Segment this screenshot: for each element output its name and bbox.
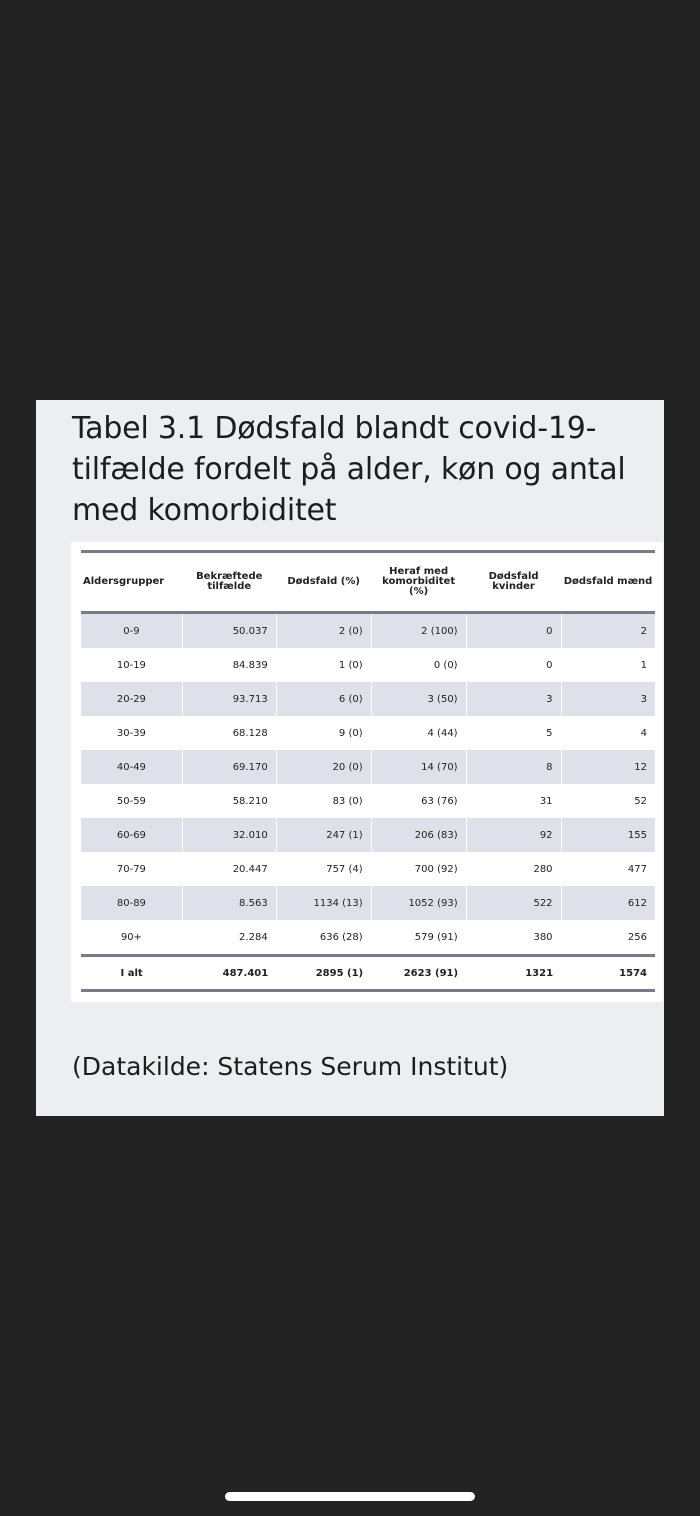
total-cell: 2895 (1) bbox=[276, 956, 371, 991]
table-cell: 52 bbox=[634, 795, 647, 807]
home-indicator[interactable] bbox=[225, 1492, 475, 1501]
table-row bbox=[81, 818, 655, 852]
table-row bbox=[81, 716, 655, 750]
table-cell: 30-39 bbox=[81, 716, 182, 750]
table-cell: 700 (92) bbox=[371, 852, 466, 886]
table-cell: 92 bbox=[466, 818, 561, 852]
table-cell: 1 (0) bbox=[276, 648, 371, 682]
column-header-deaths: Dødsfald (%) bbox=[276, 552, 371, 613]
table-cell: 90+ bbox=[81, 920, 182, 956]
table-cell: 2 (0) bbox=[276, 613, 371, 649]
table-cell: 256 bbox=[627, 931, 647, 943]
table-cell: 20.447 bbox=[182, 852, 276, 886]
table-cell: 2 bbox=[561, 613, 655, 649]
table-cell: 31 bbox=[466, 784, 561, 818]
table-row bbox=[81, 784, 655, 818]
table-cell: 0 bbox=[466, 648, 561, 682]
table-cell: 155 bbox=[561, 818, 655, 852]
table-cell: 63 (76) bbox=[371, 784, 466, 818]
table-cell: 14 (70) bbox=[371, 750, 466, 784]
table-cell: 83 (0) bbox=[276, 784, 371, 818]
total-cell: 2623 (91) bbox=[371, 956, 466, 991]
column-header-deaths-women: Dødsfald kvinder bbox=[466, 552, 561, 613]
total-cell: I alt bbox=[81, 956, 182, 991]
table-cell: 3 bbox=[466, 682, 561, 716]
table-cell: 1134 (13) bbox=[276, 886, 371, 920]
table-cell: 20-29 bbox=[81, 682, 182, 716]
table-cell: 60-69 bbox=[81, 818, 182, 852]
table-cell: 757 (4) bbox=[276, 852, 371, 886]
table-row bbox=[81, 648, 655, 682]
table-title: Tabel 3.1 Dødsfald blandt covid-19-tilfælde fordelt på alder, køn og antal med komorbiditet bbox=[72, 411, 626, 528]
table-cell: 50.037 bbox=[182, 613, 276, 649]
table-cell: 477 bbox=[627, 863, 647, 875]
table-cell: 8 bbox=[466, 750, 561, 784]
table-cell: 0 (0) bbox=[371, 648, 466, 682]
table-cell: 6 (0) bbox=[276, 682, 371, 716]
total-cell: 1574 bbox=[561, 956, 655, 991]
table-cell: 50-59 bbox=[81, 784, 182, 818]
table-cell: 2 (100) bbox=[371, 613, 466, 649]
table-total-row bbox=[81, 956, 655, 991]
table-row bbox=[81, 852, 655, 886]
table-cell: 93.713 bbox=[182, 682, 276, 716]
table-cell: 70-79 bbox=[81, 852, 182, 886]
table-header-row bbox=[81, 552, 655, 613]
column-header-deaths-men: Dødsfald mænd bbox=[561, 552, 655, 613]
column-header-age-group: Aldersgrupper bbox=[81, 552, 182, 613]
table-cell: 84.839 bbox=[182, 648, 276, 682]
table-body bbox=[81, 613, 655, 956]
table-cell: 20 (0) bbox=[276, 750, 371, 784]
table-cell: 206 (83) bbox=[371, 818, 466, 852]
total-cell: 487.401 bbox=[182, 956, 276, 991]
table-cell: 280 bbox=[466, 852, 561, 886]
table-cell: 68.128 bbox=[182, 716, 276, 750]
deaths-table bbox=[81, 550, 655, 992]
table-cell: 636 (28) bbox=[276, 920, 371, 956]
table-cell: 0-9 bbox=[81, 613, 182, 649]
table-cell: 10-19 bbox=[81, 648, 182, 682]
table-cell: 380 bbox=[466, 920, 561, 956]
column-header-confirmed-cases: Bekræftede tilfælde bbox=[182, 552, 276, 613]
table-cell: 3 (50) bbox=[371, 682, 466, 716]
table-row bbox=[81, 750, 655, 784]
table-row bbox=[81, 886, 655, 920]
table-cell: 8.563 bbox=[182, 886, 276, 920]
table-cell: 4 (44) bbox=[371, 716, 466, 750]
total-cell: 1321 bbox=[466, 956, 561, 991]
table-cell: 0 bbox=[466, 613, 561, 649]
table-cell: 579 (91) bbox=[371, 920, 466, 956]
table-cell: 12 bbox=[561, 750, 655, 784]
table-cell: 612 bbox=[561, 886, 655, 920]
table-cell: 9 (0) bbox=[276, 716, 371, 750]
column-header-comorbidity: Heraf med komorbiditet (%) bbox=[371, 552, 466, 613]
data-source-caption: (Datakilde: Statens Serum Institut) bbox=[72, 1052, 509, 1081]
table-row bbox=[81, 613, 655, 649]
table-cell: 32.010 bbox=[182, 818, 276, 852]
table-cell: 3 bbox=[561, 682, 655, 716]
table-cell: 5 bbox=[466, 716, 561, 750]
table-cell: 2.284 bbox=[182, 920, 276, 956]
table-card bbox=[71, 542, 663, 1002]
table-cell: 58.210 bbox=[182, 784, 276, 818]
table-row bbox=[81, 682, 655, 716]
table-cell: 40-49 bbox=[81, 750, 182, 784]
table-cell: 247 (1) bbox=[276, 818, 371, 852]
table-cell: 4 bbox=[640, 727, 647, 739]
table-row bbox=[81, 920, 655, 956]
table-cell: 80-89 bbox=[81, 886, 182, 920]
post-image bbox=[36, 400, 664, 1116]
table-cell: 522 bbox=[466, 886, 561, 920]
table-cell: 1052 (93) bbox=[371, 886, 466, 920]
table-cell: 69.170 bbox=[182, 750, 276, 784]
table-cell: 1 bbox=[640, 659, 647, 671]
